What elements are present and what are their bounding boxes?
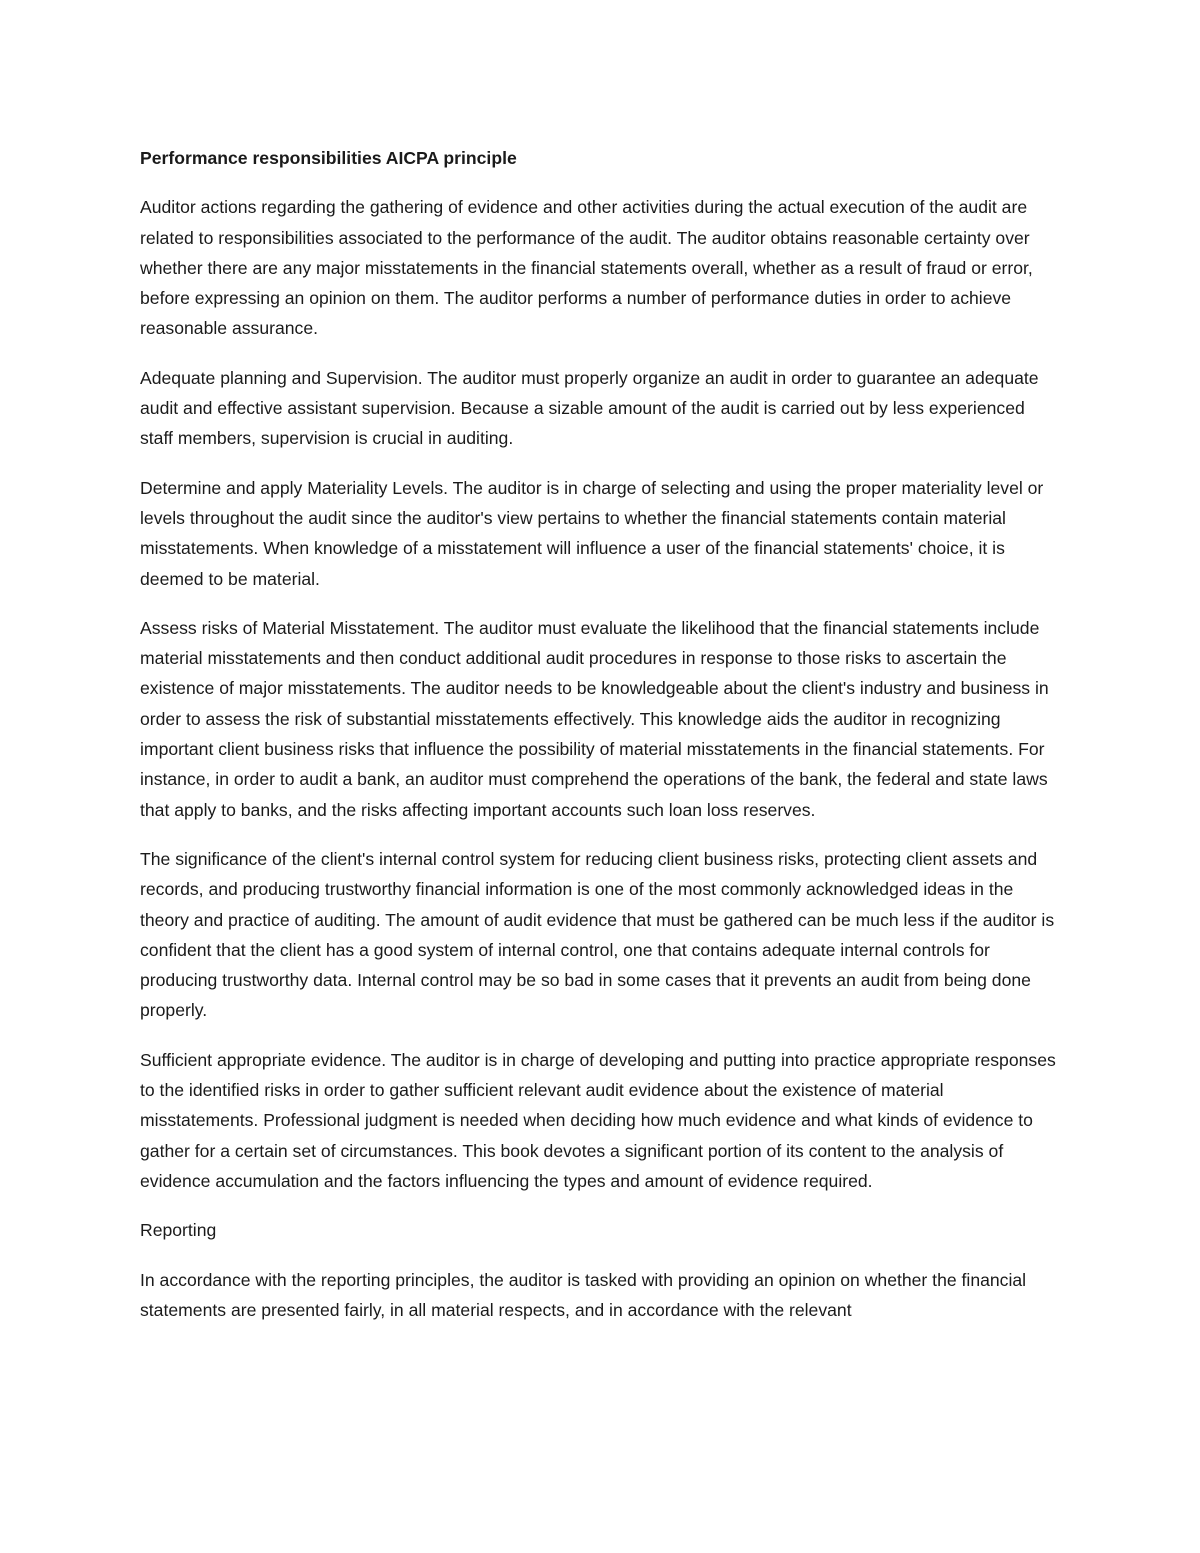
section-heading-reporting: Reporting xyxy=(140,1220,217,1241)
paragraph-sufficient-evidence: Sufficient appropriate evidence. The auditor is in charge of developing and putting into practice appropriate responses to the identified risks in order to gather sufficient relevant audit evidence about the existence of material misstatements. Professional judgment is needed when deciding how much evidence and what kinds of evidence to gather for a certain set of circumstances. This book devotes a significant portion of its content to the analysis of evidence accumulation and the factors influencing the types and amount of evidence required. xyxy=(140,1049,1056,1191)
paragraph-reporting-principles: In accordance with the reporting principles, the auditor is tasked with providing an opinion on whether the financial statements are presented fairly, in all material respects, and in accordance with the relevant xyxy=(140,1269,1027,1320)
paragraph-performance-overview: Auditor actions regarding the gathering of evidence and other activities during the actual execution of the audit are related to responsibilities associated to the performance of the audit. The auditor obtains reasonable certainty over whether there are any major misstatements in the financial statements overall, whether as a result of fraud or error, before expressing an opinion on them. The auditor performs a number of performance duties in order to achieve reasonable assurance. xyxy=(140,197,1033,339)
document-body xyxy=(140,143,1060,1344)
paragraph-assess-risks: Assess risks of Material Misstatement. The auditor must evaluate the likelihood that the financial statements include material misstatements and then conduct additional audit procedures in response to those risks to ascertain the existence of major misstatements. The auditor needs to be knowledgeable about the client's industry and business in order to assess the risk of substantial misstatements effectively. This knowledge aids the auditor in recognizing important client business risks that influence the possibility of material misstatements in the financial statements. For instance, in order to audit a bank, an auditor must comprehend the operations of the bank, the federal and state laws that apply to banks, and the risks affecting important accounts such loan loss reserves. xyxy=(140,617,1049,820)
paragraph-internal-control: The significance of the client's internal control system for reducing client business risks, protecting client assets and records, and producing trustworthy financial information is one of the most commonly acknowledged ideas in the theory and practice of auditing. The amount of audit evidence that must be gathered can be much less if the auditor is confident that the client has a good system of internal control, one that contains adequate internal controls for producing trustworthy data. Internal control may be so bad in some cases that it prevents an audit from being done properly. xyxy=(140,848,1055,1021)
document-title: Performance responsibilities AICPA principle xyxy=(140,148,517,168)
paragraph-materiality-levels: Determine and apply Materiality Levels. The auditor is in charge of selecting and using the proper materiality level or levels throughout the audit since the auditor's view pertains to whether the financial statements contain material misstatements. When knowledge of a misstatement will influence a user of the financial statements' choice, it is deemed to be material. xyxy=(140,477,1044,589)
paragraph-planning-supervision: Adequate planning and Supervision. The auditor must properly organize an audit in order to guarantee an adequate audit and effective assistant supervision. Because a sizable amount of the audit is carried out by less experienced staff members, supervision is crucial in auditing. xyxy=(140,367,1039,449)
